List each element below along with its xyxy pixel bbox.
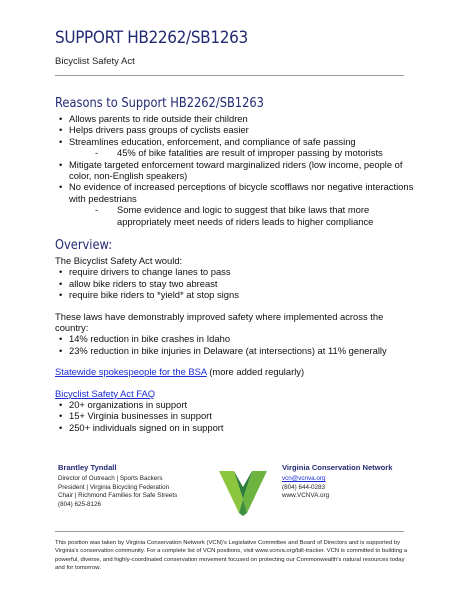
- reasons-list: [55, 113, 415, 227]
- reasons-heading: Reasons to Support HB2262/SB1263: [55, 96, 264, 111]
- org-name: Virginia Conservation Network: [282, 463, 393, 472]
- list-item: • 23% reduction in bike injuries in Delaware (at intersections) at 11% generally: [69, 345, 415, 356]
- sub-list-item-text: 45% of bike fatalities are result of improper passing by motorists: [117, 147, 383, 159]
- dash-marker: -: [95, 147, 99, 159]
- spokespeople-link[interactable]: Statewide spokespeople for the BSA: [55, 366, 207, 378]
- page-title: SUPPORT HB2262/SB1263: [55, 28, 248, 48]
- legal-notice: This position was taken by Virginia Conservation Network (VCN)'s Legislative Committee and Board of Directors and is supported by Virginia's conservation community. For a complete list of VCN positions, visit www.vcnva.org/bill-tracker. VCN is committed to building a powerful, diverse, and highly-coordinated conservation movement focused on protecting our Commonwealth's natural resources today and for tomorrow.: [55, 540, 408, 571]
- contact-title: Director of Outreach | Sports Backers: [58, 475, 163, 482]
- list-item: • Helps drivers pass groups of cyclists easier: [69, 124, 415, 135]
- logo-right-leaf: [243, 471, 267, 513]
- list-item: • 14% reduction in bike crashes in Idaho: [69, 333, 415, 344]
- results-list: [55, 333, 415, 356]
- list-item: • Mitigate targeted enforcement toward marginalized riders (low income, people of color, non-English speakers): [69, 159, 415, 182]
- sub-list-item-text: Some evidence and logic to suggest that bike laws that more appropriately meet needs of riders leads to higher compliance: [117, 204, 374, 227]
- list-item: • Streamlines education, enforcement, and compliance of safe passing: [69, 136, 415, 147]
- overview-list: [55, 266, 415, 300]
- list-item: • 250+ individuals signed on in support: [69, 422, 415, 433]
- overview-heading: Overview:: [55, 238, 113, 253]
- footer-divider: [55, 531, 404, 532]
- spokespeople-note: (more added regularly): [206, 366, 305, 378]
- contact-phone: (804) 625-8126: [58, 500, 102, 508]
- list-item: • require drivers to change lanes to pass: [69, 266, 415, 277]
- list-item: • allow bike riders to stay two abreast: [69, 278, 415, 289]
- vcn-v-logo-icon: [217, 469, 269, 517]
- contact-right: [282, 463, 412, 501]
- reasons-section: [55, 113, 415, 227]
- contact-block: [55, 463, 415, 523]
- logo-left-leaf: [219, 471, 243, 513]
- spokespeople-line: [55, 366, 415, 377]
- contact-left: [58, 463, 218, 509]
- contact-title: President | Virginia Bicycling Federation: [58, 483, 170, 491]
- header-divider: [55, 75, 404, 76]
- results-intro: These laws have demonstrably improved safety where implemented across the country:: [55, 310, 384, 334]
- overview-section: [55, 255, 415, 433]
- org-email: [282, 475, 412, 484]
- list-item: • 20+ organizations in support: [69, 399, 415, 410]
- contact-name: Brantley Tyndall: [58, 463, 117, 472]
- list-item: • Allows parents to ride outside their children: [69, 113, 415, 124]
- support-list: [55, 399, 415, 433]
- list-item: • No evidence of increased perceptions of bicycle scofflaws nor negative interactions with pedestrians: [69, 181, 415, 204]
- faq-link[interactable]: Bicyclist Safety Act FAQ: [55, 387, 156, 399]
- org-website: www.VCNVA.org: [282, 492, 330, 500]
- list-item: • require bike riders to *yield* at stop signs: [69, 289, 415, 300]
- org-email-link[interactable]: vcn@vcnva.org: [282, 475, 326, 482]
- org-phone: (804) 644-0283: [282, 483, 326, 491]
- overview-intro: The Bicyclist Safety Act would:: [55, 255, 183, 266]
- sub-list-item: [69, 147, 415, 158]
- contact-title: Chair | Richmond Families for Safe Streets: [58, 492, 178, 500]
- dash-marker: -: [95, 204, 99, 216]
- page-subtitle: Bicyclist Safety Act: [55, 56, 135, 67]
- sub-list-item: [69, 204, 415, 227]
- list-item: • 15+ Virginia businesses in support: [69, 410, 415, 421]
- faq-line: [55, 388, 415, 399]
